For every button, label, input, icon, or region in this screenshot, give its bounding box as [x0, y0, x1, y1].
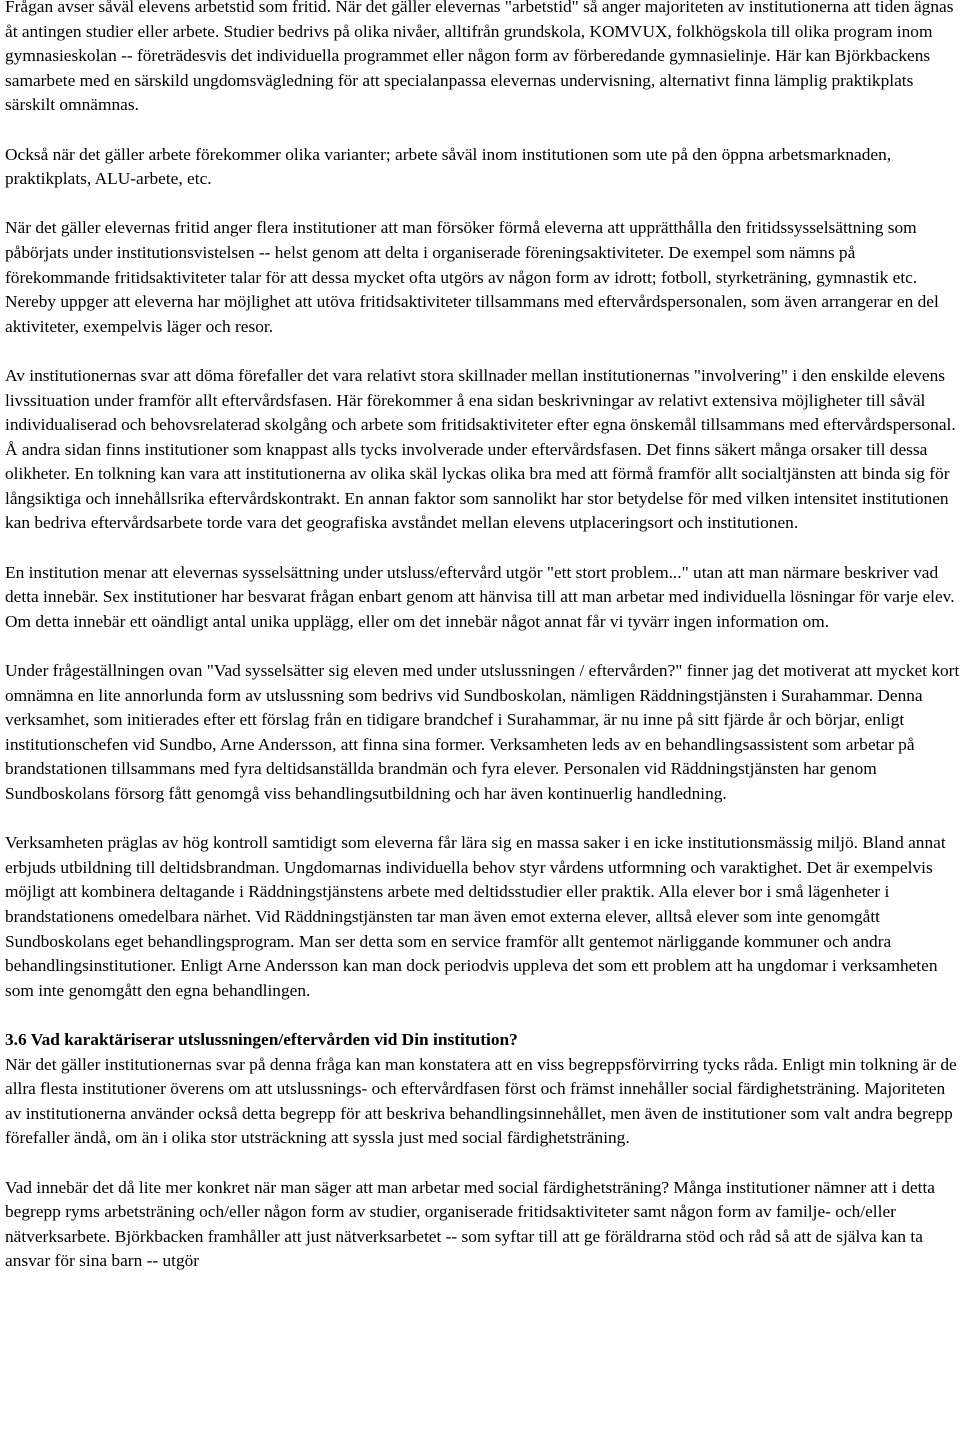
paragraph-work-variants: Också när det gäller arbete förekommer olika varianter; arbete såväl inom institutionen som ute på den öppna arbetsmarknaden, praktikplats, ALU-arbete, etc. — [5, 144, 892, 189]
paragraph-social-skills-training: När det gäller institutionernas svar på denna fråga kan man konstatera att en viss begreppsförvirring tycks råda. Enligt min tolkning är de allra flesta institutioner överens om att utslussnings- och eftervårdfasen först och främst innehåller social färdighetsträning. Majoriteten av institutionerna använder också detta begrepp för att beskriva behandlingsinnehållet, men även de institutioner som valt andra begrepp förefaller ändå, om än i olika stor utsträckning att syssla just med social färdighetsträning. — [5, 1054, 957, 1148]
paragraph-individual-solutions: En institution menar att elevernas sysselsättning under utsluss/eftervård utgör "ett stort problem..." utan att man närmare beskriver vad detta innebär. Sex institutioner har besvarat frågan enbart genom att hänvisa till att man arbetar med individuella lösningar för varje elev. Om detta innebär ett oändligt antal unika upplägg, eller om det innebär något annat får vi tyvärr ingen information om. — [5, 562, 955, 631]
paragraph-social-skills-concrete: Vad innebär det då lite mer konkret när man säger att man arbetar med social färdighetsträning? Många institutioner nämner att i detta begrepp ryms arbetsträning och/eller någon form av studier, organiserade fritidsaktiviteter samt någon form av familje- och/eller nätverksarbete. Björkbacken framhåller att just nätverksarbetet -- som syftar till att ge föräldrarna stöd och råd så att de själva kan ta ansvar för sina barn -- utgör — [5, 1177, 935, 1271]
section-heading-3-6: 3.6 Vad karaktäriserar utslussningen/eftervården vid Din institution? — [5, 1029, 518, 1049]
paragraph-leisure: När det gäller elevernas fritid anger flera institutioner att man försöker förmå eleverna att upprätthålla den fritidssysselsättning som påbörjats under institutionsvistelsen -- helst genom att delta i organiserade föreningsaktiviteter. De exempel som nämns på förekommande fritidsaktiviteter talar för att dessa mycket ofta utgörs av någon form av idrott; fotboll, styrketräning, gymnastik etc. Nereby uppger att eleverna har möjlighet att utöva fritidsaktiviteter tillsammans med eftervårdspersonalen, som även arrangerar en del aktiviteter, exempelvis läger och resor. — [5, 218, 939, 336]
paragraph-raddningstjansten-intro: Under frågeställningen ovan "Vad sysselsätter sig eleven med under utslussningen / eftervården?" finner jag det motiverat att mycket kort omnämna en lite annorlunda form av utslussning som bedrivs vid Sundboskolan, nämligen Räddningstjänsten i Surahammar. Denna verksamhet, som initierades efter ett förslag från en tidigare brandchef i Surahammar, är nu inne på sitt fjärde år och börjar, enligt institutionschefen vid Sundbo, Arne Andersson, att finna sina former. Verksamheten leds av en behandlingsassistent som arbetar på brandstationen tillsammans med fyra deltidsanställda brandmän och fyra elever. Personalen vid Räddningstjänsten har genom Sundboskolans försorg fått genomgå viss behandlingsutbildning och har även kontinuerlig handledning. — [5, 661, 960, 803]
paragraph-raddningstjansten-details: Verksamheten präglas av hög kontroll samtidigt som eleverna får lära sig en massa saker i en icke institutionsmässig miljö. Bland annat erbjuds utbildning till deltidsbrandman. Ungdomarnas individuella behov styr vårdens utformning och varaktighet. Det är exempelvis möjligt att kombinera deltagande i Räddningstjänstens arbete med deltidsstudier eller praktik. Alla elever bor i små lägenheter i brandstationens omedelbara närhet. Vid Räddningstjänsten tar man även emot externa elever, alltså elever som inte genomgått Sundboskolans eget behandlingsprogram. Man ser detta som en service framför allt gentemot närliggande kommuner och andra behandlingsinstitutioner. Enligt Arne Andersson kan man dock periodvis uppleva det som ett problem att ha ungdomar i verksamheten som inte genomgått den egna behandlingen. — [5, 833, 946, 1000]
paragraph-involvement-differences: Av institutionernas svar att döma förefaller det vara relativt stora skillnader mellan institutionernas "involvering" i den enskilde elevens livssituation under framför allt eftervårdsfasen. Här förekommer å ena sidan beskrivningar av relativt extensiva möjligheter till såväl individualiserad och behovsrelaterad skolgång och arbete som fritidsaktiviteter efter egna önskemål tillsammans med eftervårdspersonal. Å andra sidan finns institutioner som knappast alls tycks involverade under eftervårdsfasen. Det finns säkert många orsaker till dessa olikheter. En tolkning kan vara att institutionerna av olika skäl lyckas olika bra med att förmå framför allt socialtjänsten att binda sig för långsiktiga och innehållsrika eftervårdskontrakt. En annan faktor som sannolikt har stor betydelse för med vilken intensitet institutionen kan bedriva eftervårdsarbete torde vara det geografiska avståndet mellan elevens utplaceringsort och institutionen. — [5, 365, 956, 533]
paragraph-studies-work: Frågan avser såväl elevens arbetstid som fritid. När det gäller elevernas "arbetstid" så anger majoriteten av institutionerna att tiden ägnas åt antingen studier eller arbete. Studier bedrivs på olika nivåer, alltifrån grundskola, KOMVUX, folkhögskola till olika program inom gymnasieskolan -- företrädesvis det individuella programmet eller någon form av förberedande gymnasielinje. Här kan Björkbackens samarbete med en särskild ungdomsvägledning för att specialanpassa elevernas undervisning, alternativt finna lämplig praktikplats särskilt omnämnas. — [5, 0, 954, 115]
